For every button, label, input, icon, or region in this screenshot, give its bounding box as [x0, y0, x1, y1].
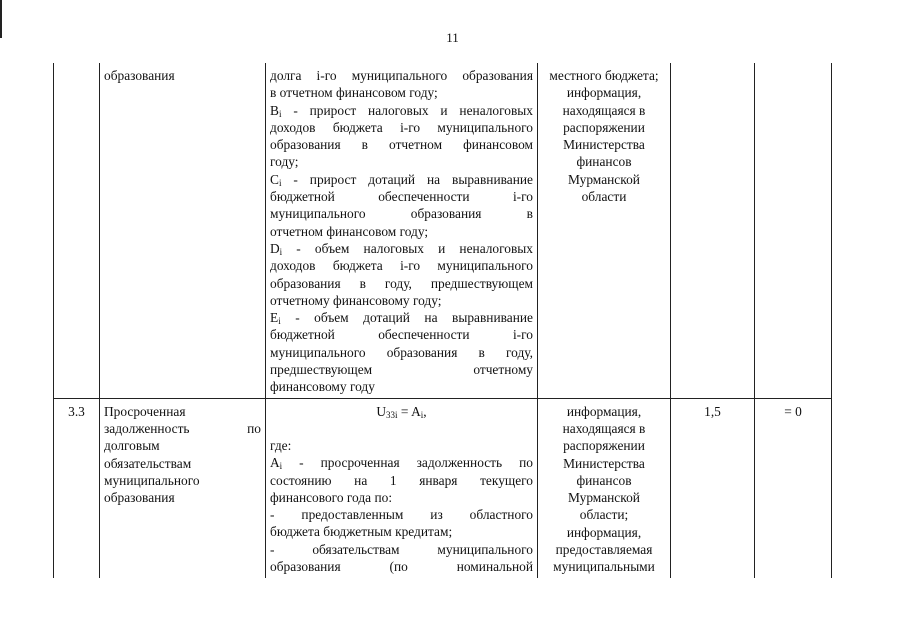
method-line: в отчетном финансовом году; — [270, 85, 438, 101]
method-line: доходов бюджета i-го муниципального — [270, 119, 533, 135]
calculation-method — [266, 398, 538, 577]
method-line: финансовому году — [270, 379, 375, 395]
source-line: Министерства — [563, 455, 645, 471]
source-line: находящаяся в — [562, 102, 646, 118]
row-number: 3.3 — [54, 398, 100, 577]
name-line: задолженность по — [104, 420, 261, 436]
method-line: состоянию на 1 января текущего — [270, 472, 533, 488]
formula: $U_{33i} = A_i$, — [376, 403, 427, 420]
indicator-name: образования — [100, 63, 266, 398]
row-number — [54, 63, 100, 398]
method-line: $E_i$ - объем дотаций на выравнивание — [270, 310, 533, 327]
method-line: $D_i$ - объем налоговых и неналоговых — [270, 240, 533, 257]
method-line: долга i-го муниципального образования — [270, 68, 533, 83]
name-line: обязательствам — [104, 455, 192, 471]
calculation-method — [266, 63, 538, 398]
method-line: - обязательствам муниципального — [270, 541, 533, 557]
method-line: бюджетной обеспеченности i-го — [270, 189, 533, 205]
method-line: $A_i$ - просроченная задолженность по — [270, 455, 533, 472]
method-line: предшествующем отчетному — [270, 362, 533, 378]
source-line: находящаяся в — [562, 420, 646, 436]
source-line: информация, — [566, 524, 642, 540]
name-line: долговым — [104, 438, 160, 454]
source-line: информация, — [566, 85, 642, 101]
table-row — [54, 63, 832, 398]
page-number: 11 — [446, 30, 459, 45]
source-line: распоряжении — [563, 119, 645, 135]
source-line: Мурманской — [568, 171, 640, 187]
source-line: Мурманской — [568, 490, 640, 506]
source-line: финансов — [576, 154, 632, 170]
method-line: образования в отчетном финансовом — [270, 137, 533, 153]
method-line: муниципального образования в году, — [270, 344, 533, 360]
criteria-table — [53, 63, 832, 578]
method-line: доходов бюджета i-го муниципального — [270, 258, 533, 274]
method-line: образования (по номинальной — [270, 559, 533, 575]
method-line: бюджетной обеспеченности i-го — [270, 327, 533, 343]
indicator-name — [100, 398, 266, 577]
table-row — [54, 398, 832, 577]
condition-value: = 0 — [755, 398, 832, 577]
weight-value: 1,5 — [671, 398, 755, 577]
data-source — [538, 63, 671, 398]
source-line: финансов — [576, 472, 632, 488]
name-line: образования — [104, 490, 175, 506]
source-line: области; — [579, 507, 629, 523]
method-line: $B_i$ - прирост налоговых и неналоговых — [270, 102, 533, 119]
method-line: - предоставленным из областного — [270, 507, 533, 523]
method-line: финансового года по: — [270, 489, 393, 505]
method-line: отчетному финансовому году; — [270, 292, 442, 308]
source-line: распоряжении — [563, 438, 645, 454]
name-line: муниципального — [104, 472, 200, 488]
method-line: образования в году, предшествующем — [270, 275, 533, 291]
condition-value — [755, 63, 832, 398]
source-line: предоставляемая — [555, 542, 653, 558]
source-line: муниципальными — [553, 559, 655, 575]
method-line: году; — [270, 154, 299, 170]
method-line: $C_i$ - прирост дотаций на выравнивание — [270, 171, 533, 188]
source-line: Министерства — [563, 137, 645, 153]
method-line: бюджета бюджетным кредитам; — [270, 524, 453, 540]
method-line: где: — [270, 437, 292, 453]
weight-value — [671, 63, 755, 398]
source-line: области — [581, 189, 627, 205]
method-line: муниципального образования в — [270, 206, 533, 222]
data-source — [538, 398, 671, 577]
source-line: информация, — [566, 403, 642, 419]
name-line: Просроченная — [104, 403, 186, 419]
method-line: отчетном финансовом году; — [270, 223, 429, 239]
source-line: местного бюджета; — [549, 68, 659, 83]
